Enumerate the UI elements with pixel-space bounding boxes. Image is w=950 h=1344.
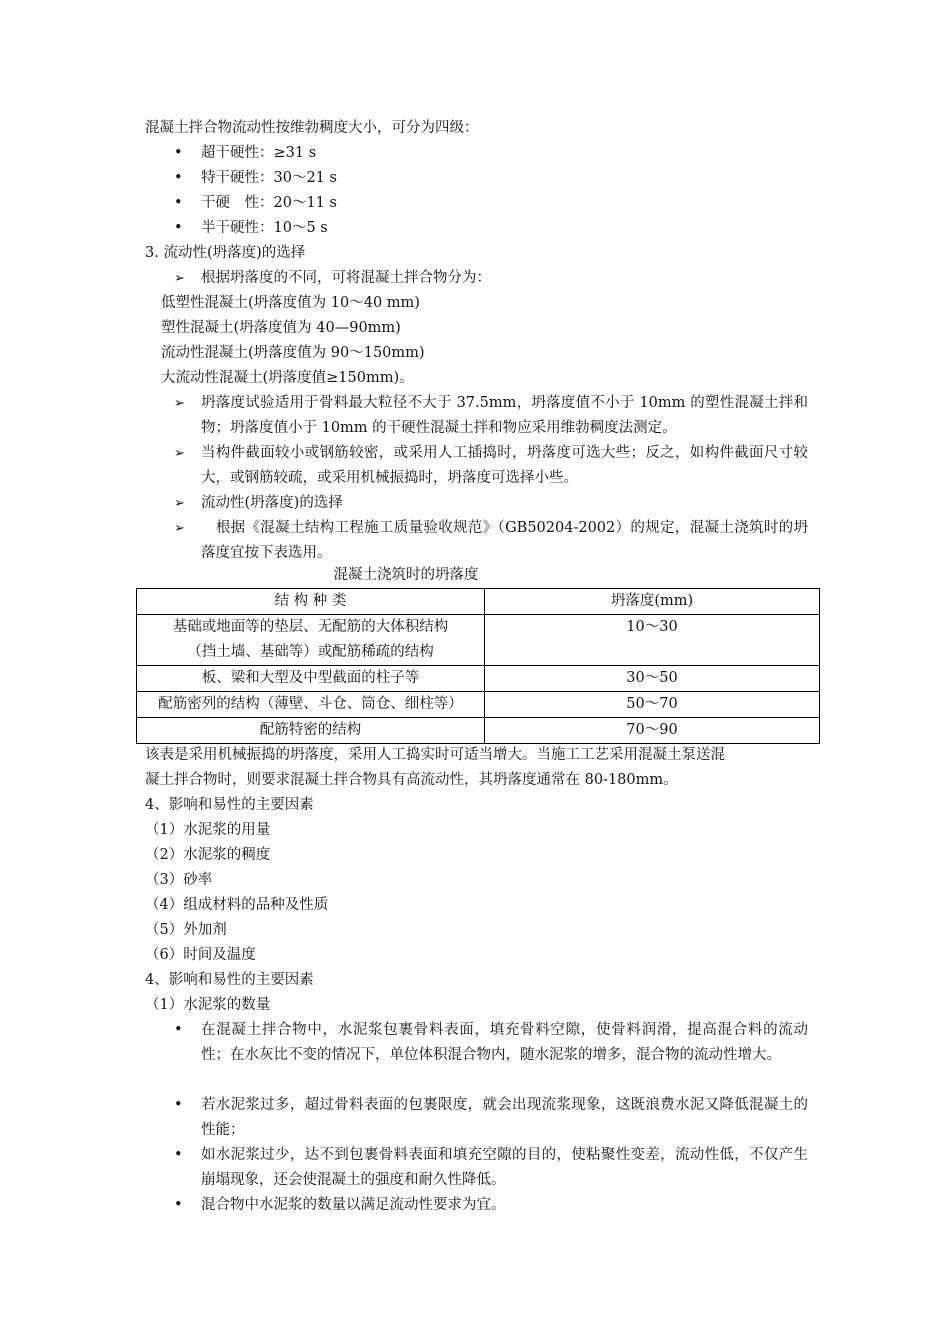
factor-item: （2）水泥浆的稠度 [145,847,271,863]
column-header: 坍落度(mm) [485,589,820,615]
table-cell: 50～70 [485,692,820,718]
arrow-bullet-icon: ➢ [174,446,185,461]
list-item: 如水泥浆过少，达不到包裹骨料表面和填充空隙的目的，使粘聚性变差，流动性低，不仅产生崩塌现象，还会使混凝土的强度和耐久性降低。 [201,1147,808,1188]
slump-table [136,588,820,744]
bullet-icon: • [174,195,183,211]
subsection-heading: （1）水泥浆的数量 [145,997,271,1013]
bullet-icon: • [174,145,183,161]
arrow-item: 流动性(坍落度)的选择 [201,495,343,511]
class-item: 低塑性混凝土(坍落度值为 10～40 mm) [161,295,420,311]
table-cell [137,615,485,666]
list-item: 特干硬性：30～21 s [201,170,337,186]
bullet-icon: • [174,220,183,236]
table-header-row [137,589,820,615]
table-row [137,692,820,718]
factor-item: （1）水泥浆的用量 [145,822,271,838]
intro-text: 混凝土拌合物流动性按维勃稠度大小，可分为四级： [145,120,479,136]
section-heading: 4、影响和易性的主要因素 [145,972,314,988]
table-caption: 混凝土浇筑时的坍落度 [333,567,479,583]
section-heading: 3. 流动性(坍落度)的选择 [145,245,306,261]
bullet-icon: • [174,170,183,186]
factor-item: （4）组成材料的品种及性质 [145,897,329,913]
column-header: 结 构 种 类 [137,589,485,615]
list-item: 干硬 性：20～11 s [201,195,337,211]
arrow-bullet-icon: ➢ [174,496,185,511]
list-item: 混合物中水泥浆的数量以满足流动性要求为宜。 [201,1197,506,1213]
table-cell: 30～50 [485,666,820,692]
table-row [137,666,820,692]
class-item: 大流动性混凝土(坍落度值≥150mm)。 [161,370,414,386]
cell-line: 基础或地面等的垫层、无配筋的大体积结构 [172,619,449,635]
cell-line: （挡土墙、基础等）或配筋稀疏的结构 [187,644,434,660]
table-note: 该表是采用机械振捣的坍落度，采用人工捣实时可适当增大。当施工工艺采用混凝土泵送混 [145,747,725,763]
table-cell: 配筋特密的结构 [137,718,485,744]
table-cell: 配筋密列的结构（薄壁、斗仓、筒仓、细柱等） [137,692,485,718]
factor-item: （6）时间及温度 [145,947,256,963]
list-item: 在混凝土拌合物中，水泥浆包裹骨料表面，填充骨料空隙，使骨料润滑，提高混合料的流动性；在水灰比不变的情况下，单位体积混合物内，随水泥浆的增多，混合物的流动性增大。 [201,1022,808,1063]
arrow-item: 坍落度试验适用于骨料最大粒径不大于 37.5mm，坍落度值不小于 10mm 的塑性混凝土拌和物；坍落度值小于 10mm 的干硬性混凝土拌和物应采用维勃稠度法测定。 [201,395,808,436]
table-cell: 10～30 [485,615,820,666]
table-row [137,615,820,666]
bullet-icon: • [174,1147,183,1163]
table-cell: 板、梁和大型及中型截面的柱子等 [137,666,485,692]
arrow-item: 当构件截面较小或钢筋较密，或采用人工插捣时，坍落度可选大些；反之，如构件截面尺寸较大，或钢筋较疏，或采用机械振捣时，坍落度可选择小些。 [201,445,808,486]
factor-item: （5）外加剂 [145,922,227,938]
bullet-icon: • [174,1197,183,1213]
list-item: 半干硬性：10～5 s [201,220,328,236]
table-cell: 70～90 [485,718,820,744]
list-item: 超干硬性：≥31 s [201,145,317,161]
class-item: 流动性混凝土(坍落度值为 90～150mm) [161,345,425,361]
factor-item: （3）砂率 [145,872,213,888]
bullet-icon: • [174,1097,183,1113]
classify-intro: 根据坍落度的不同，可将混凝土拌合物分为： [201,270,491,286]
table-note: 凝土拌合物时，则要求混凝土拌合物具有高流动性，其坍落度通常在 80-180mm。 [145,772,678,788]
table-row [137,718,820,744]
arrow-bullet-icon: ➢ [174,271,185,286]
class-item: 塑性混凝土(坍落度值为 40—90mm) [161,320,401,336]
arrow-bullet-icon: ➢ [174,396,185,411]
list-item: 若水泥浆过多，超过骨料表面的包裹限度，就会出现流浆现象，这既浪费水泥又降低混凝土的性能； [201,1097,808,1138]
bullet-icon: • [174,1022,183,1038]
arrow-item: 根据《混凝土结构工程施工质量验收规范》（GB50204-2002）的规定，混凝土浇筑时的坍落度宜按下表选用。 [201,520,808,561]
arrow-bullet-icon: ➢ [174,521,185,536]
section-heading: 4、影响和易性的主要因素 [145,797,314,813]
